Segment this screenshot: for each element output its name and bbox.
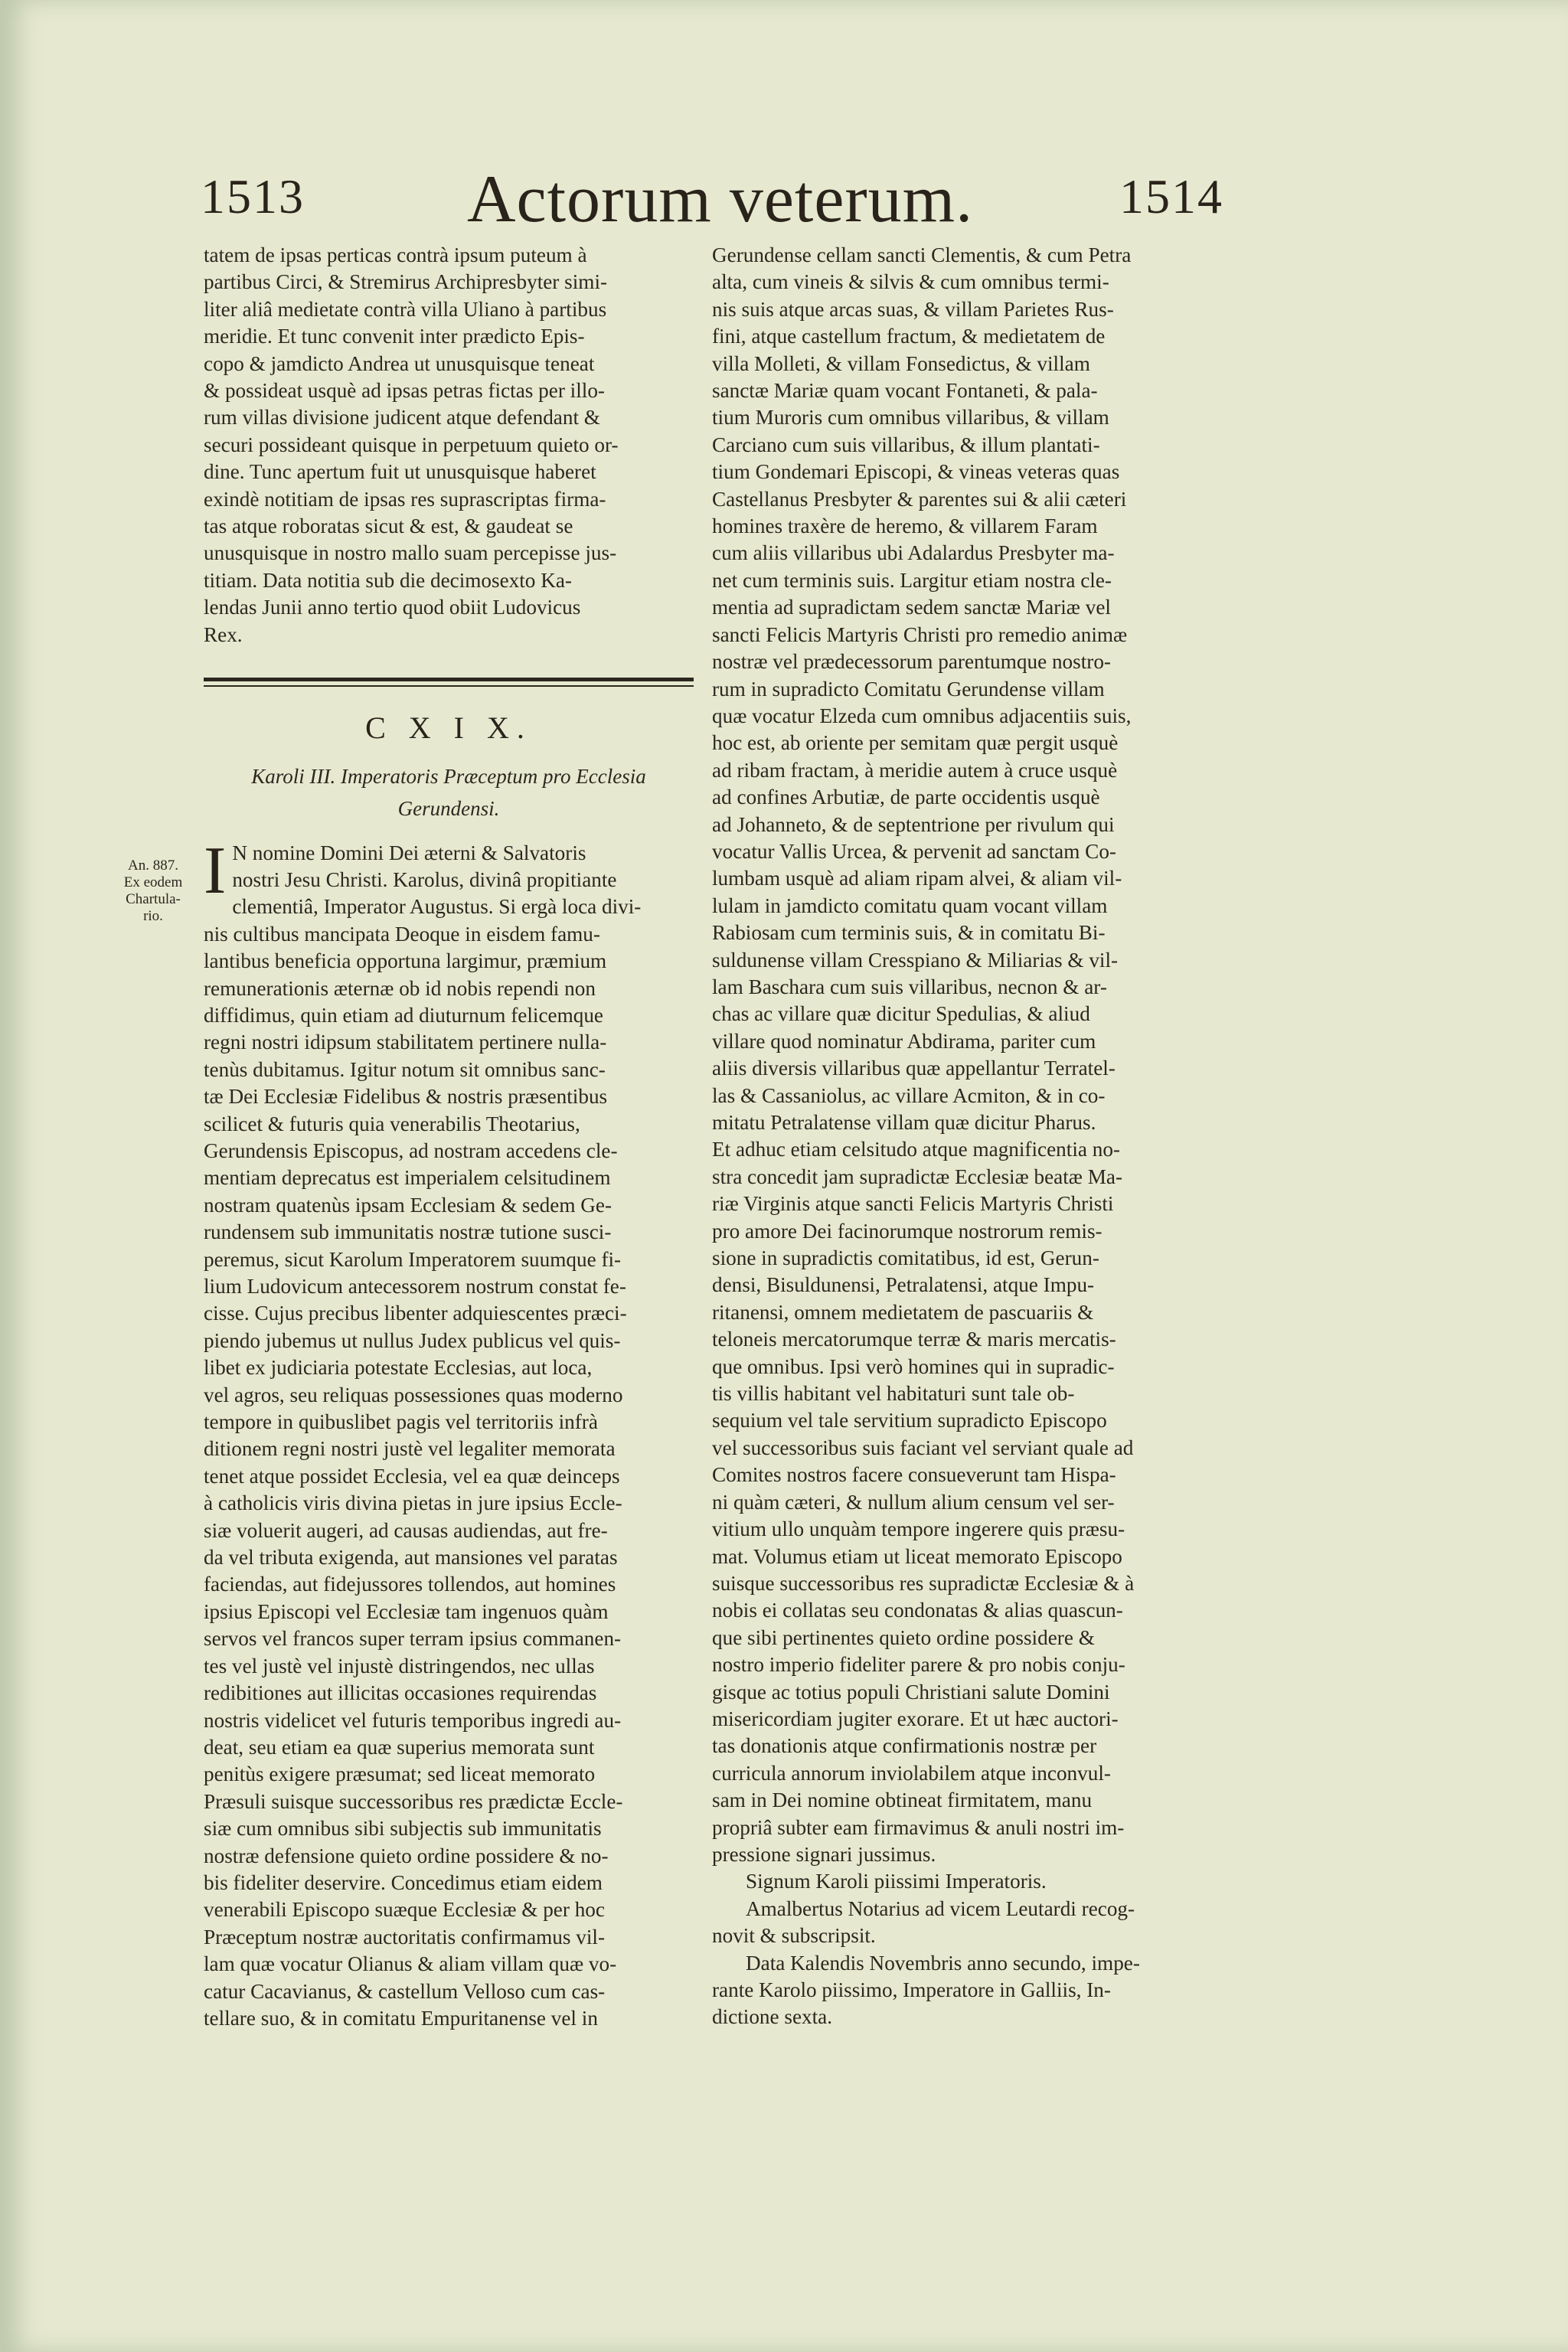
charter-body-right: Gerundense cellam sancti Clementis, & cum Petra alta, cum vineis & silvis & cum omnibus termi- nis suis atque arcas suas, & villam Parietes Rus- fini, atque castellum fractum, & medietatem de villa Molleti, & villam Fonsedictus, & villam sanctæ Mariæ quam vocant Fontaneti, & pala- tium Muroris cum omnibus villaribus, & villam Carciano cum suis villaribus, & illum plantati- tium Gondemari Episcopi, & vineas veteras quas Castellanus Presbyter & parentes sui & alii cæteri homines traxère de heremo, & villarem Faram cum aliis villaribus ubi Adalardus Presbyter ma- net cum terminis suis. Largitur etiam nostra cle- mentia ad supradictam sedem sanctæ Mariæ vel sancti Felicis Martyris Christi pro remedio animæ nostræ vel prædecessorum parentumque nostro- rum in supradicto Comitatu Gerundense villam quæ vocatur Elzeda cum omnibus adjacentiis suis, hoc est, ab oriente per semitam quæ pergit usquè ad ribam fractam, à meridie autem à cruce usquè ad confines Arbutiæ, de parte occidentis usquè ad Johanneto, & de septentrione per rivulum qui vocatur Vallis Urcea, & pervenit ad sanctam Co- lumbam usquè ad aliam ripam alvei, & aliam vil- lulam in jamdicto comitatu quam vocant villam Rabiosam cum terminis suis, & in comitatu Bi- suldunense villam Cresspiano & Miliarias & vil- lam Baschara cum suis villaribus, necnon & ar- chas ac villare quæ dicitur Spedulias, & aliud villare quod nominatur Abdirama, pariter cum aliis diversis villaribus quæ appellantur Terratel- las & Cassaniolus, ac villare Acmiton, & in co- mitatu Petralatense villam quæ dicitur Pharus. Et adhuc etiam celsitudo atque magnificentia no- stra concedit jam supradictæ Ecclesiæ beatæ Ma- riæ Virginis atque sancti Felicis Martyris Christi pro amore Dei facinorumque nostrorum remis- sione in supradictis comitatibus, id est, Gerun- densi, Bisuldunensi, Petralatensi, atque Impu- ritanensi, omnem medietatem de pascuariis & teloneis mercatorumque terræ & maris mercatis- que omnibus. Ipsi verò homines qui in supradic- tis villis habitant vel habitaturi sunt tale ob- sequium vel tale servitium supradicto Episcopo vel successoribus suis faciant vel serviant quale ad Comites nostros facere consueverunt tam Hispa- ni quàm cæteri, & nullum alium censum vel ser- vitium ullo unquàm tempore ingerere quis præsu- mat. Volumus etiam ut liceat memorato Episcopo suisque successoribus res supradictæ Ecclesiæ & à nobis ei collatas seu condonatas & alias quascun- que sibi pertinentes quieto ordine possidere & nostro imperio fideliter parere & pro nobis conju- gisque ac totius populi Christiani salute Domini misericordiam jugiter exorare. Et ut hæc auctori- tas donationis atque confirmationis nostræ per curricula annorum inviolabilem atque inconvul- sam in Dei nomine obtineat firmitatem, manu propriâ subter eam firmavimus & anuli nostri im- pressione signari jussimus. [712, 243, 1135, 1866]
document-title: Karoli III. Imperatoris Præceptum pro Ecclesia Gerundensi. [251, 764, 646, 820]
dating-clause: Data Kalendis Novembris anno secundo, impe- rante Karolo piissimo, Imperatore in Galliis, In- dictione sexta. [712, 1951, 1140, 2029]
page-number-right: 1514 [1119, 169, 1223, 224]
right-column [712, 242, 1202, 2031]
margin-note: An. 887. Ex eodem Chartula- rio. [123, 858, 183, 924]
signature-notary: Amalbertus Notarius ad vicem Leutardi recog- novit & subscripsit. [712, 1896, 1135, 1948]
drop-cap: I [204, 833, 227, 908]
section-number: C X I X. [365, 710, 532, 746]
charter-body-left: N nomine Domini Dei æterni & Salvatoris nostri Jesu Christi. Karolus, divinâ propitiante clementiâ, Imperator Augustus. Si ergà loca divi- nis cultibus mancipata Deoque in eisdem famu- lantibus beneficia opportuna largimur, præmium remunerationis æternæ ob id nobis rependi non diffidimus, quin etiam ad diuturnum felicemque regni nostri idipsum stabilitatem pertinere nulla- tenùs dubitamus. Igitur notum sit omnibus sanc- tæ Dei Ecclesiæ Fidelibus & nostris præsentibus scilicet & futuris quia venerabilis Theotarius, Gerundensis Episcopus, ad nostram accedens cle- mentiam deprecatus est imperialem celsitudinem nostram quatenùs ipsam Ecclesiam & sedem Ge- rundensem sub immunitatis nostræ tutione susci- peremus, sicut Karolum Imperatorem suumque fi- lium Ludovicum antecessorem nostrum constat fe- cisse. Cujus precibus libenter adquiescentes præci- piendo jubemus ut nullus Judex publicus vel quis- libet ex judiciaria potestate Ecclesias, aut loca, vel agros, seu reliquas possessiones quas moderno tempore in quibuslibet pagis vel territoriis infrà ditionem regni nostri justè vel legaliter memorata tenet atque possidet Ecclesia, vel ea quæ deinceps à catholicis viris divina pietas in jure ipsius Eccle- siæ voluerit augeri, ad causas audiendas, aut fre- da vel tributa exigenda, aut mansiones vel paratas faciendas, aut fidejussores tollendos, aut homines ipsius Episcopi vel Ecclesiæ tam ingenuos quàm servos vel francos super terram ipsius commanen- tes vel justè vel injustè distringendos, nec ullas redibitiones aut illicitas occasiones requirendas nostris videlicet vel futuris temporibus ingredi au- deat, seu etiam ea quæ superius memorata sunt penitùs exigere præsumat; sed liceat memorato Præsuli suisque successoribus res prædictæ Eccle- siæ cum omnibus sibi subjectis sub immunitatis nostræ defensione quieto ordine possidere & no- bis fideliter deservire. Concedimus etiam eidem venerabili Episcopo suæque Ecclesiæ & per hoc Præceptum nostræ auctoritatis confirmamus vil- lam quæ vocatur Olianus & aliam villam quæ vo- catur Cacavianus, & castellum Velloso cum cas- tellare suo, & in comitatu Empuritanense vel in [204, 841, 642, 2030]
left-column [204, 242, 694, 2032]
page-number-left: 1513 [201, 169, 305, 224]
signature-emperor: Signum Karoli piissimi Imperatoris. [746, 1870, 1047, 1893]
intro-paragraph: tatem de ipsas perticas contrà ipsum puteum à partibus Circi, & Stremirus Archipresbyter simi- liter aliâ medietate contrà villa Uliano à partibus meridie. Et tunc convenit inter prædicto Epis- copo & jamdicto Andrea ut unusquisque teneat & possideat usquè ad ipsas petras fictas per illo- rum villas divisione judicent atque defendant & securi possideant quisque in perpetuum quieto or- dine. Tunc apertum fuit ut unusquisque haberet exindè notitiam de ipsas res suprascriptas firma- tas atque roboratas sicut & est, & gaudeat se unusquisque in nostro mallo suam percepisse jus- titiam. Data notitia sub die decimosexto Ka- lendas Junii anno tertio quod obiit Ludovicus Rex. [204, 243, 619, 646]
charter-text [204, 833, 694, 2033]
running-title: Actorum veterum. [467, 162, 974, 237]
section-rule-thin [204, 685, 694, 687]
page-header [0, 161, 1568, 245]
section-rule-thick [204, 678, 694, 681]
